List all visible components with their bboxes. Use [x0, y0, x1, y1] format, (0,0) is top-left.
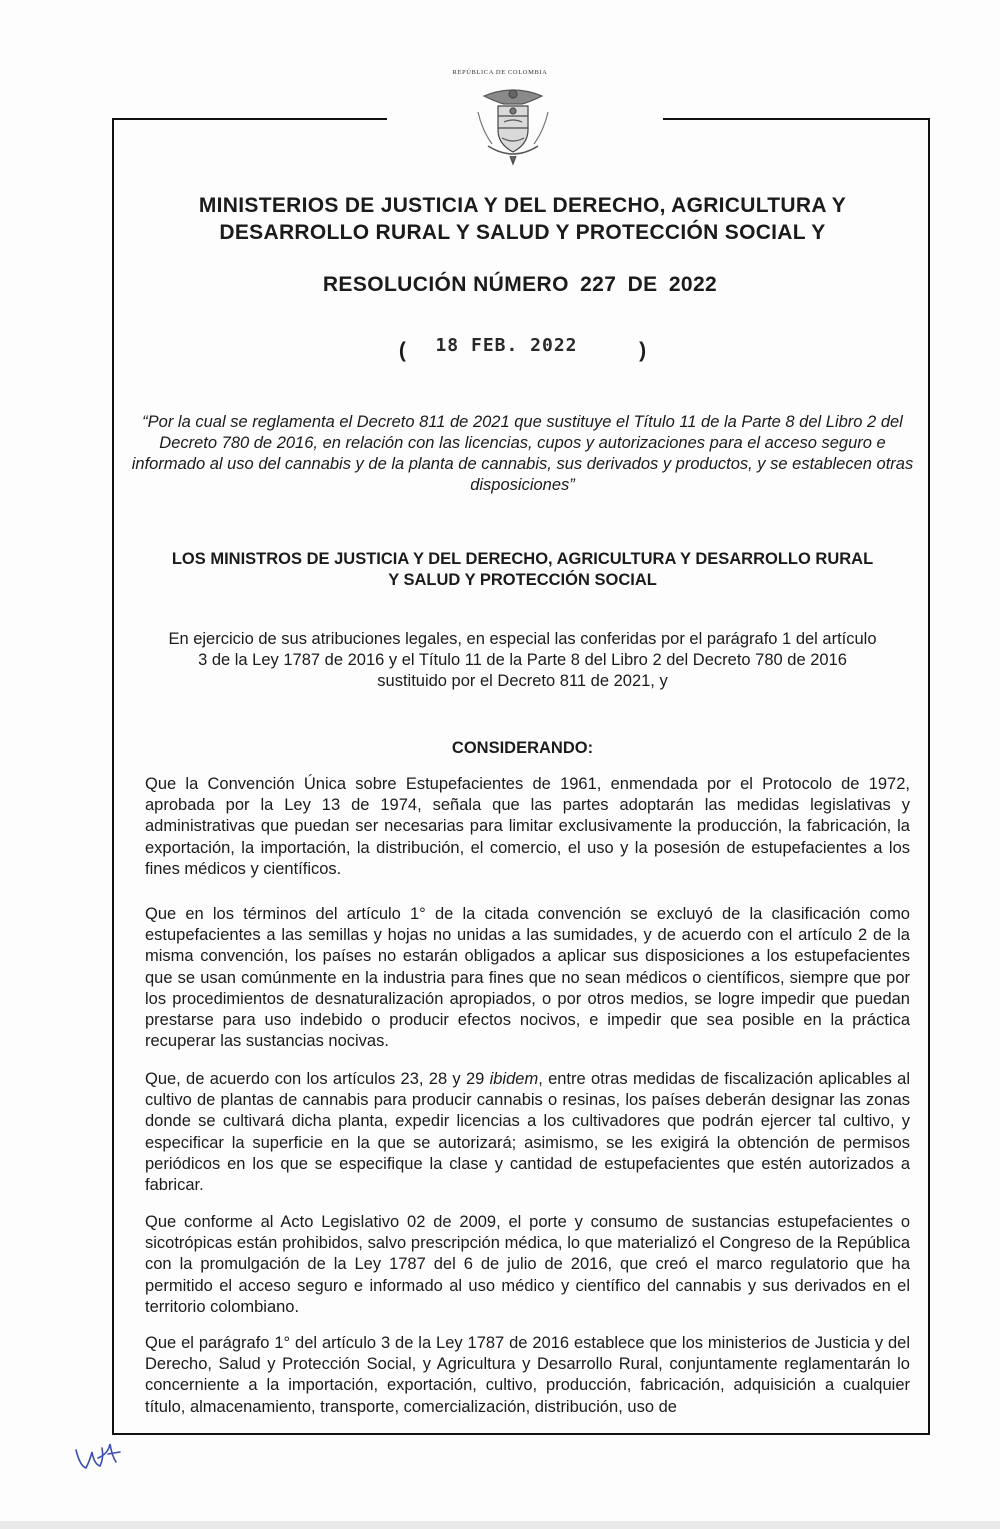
ministers-heading-line-1: LOS MINISTROS DE JUSTICIA Y DEL DERECHO, AGRICULTURA Y DESARROLLO RURAL	[171, 550, 874, 568]
considerando-heading: CONSIDERANDO:	[451, 739, 594, 757]
preamble-line-3: sustituido por el Decreto 811 de 2021, y	[377, 672, 668, 690]
considering-paragraph-3	[145, 1069, 910, 1196]
preamble	[130, 629, 915, 692]
frame-top-right-rule	[663, 118, 930, 120]
frame-bottom-rule	[112, 1433, 930, 1435]
coat-of-arms-icon	[470, 82, 556, 168]
date-stamp: 18 FEB. 2022	[435, 335, 578, 356]
considering-paragraph-5: Que el parágrafo 1° del artículo 3 de la Ley 1787 de 2016 establece que los ministerios de Justicia y del Derecho, Salud y Protección Social, y Agricultura y Desarrollo Rural, conjuntamente reglamentarán lo concerniente a la importación, exportación, cultivo, producción, fabricación, adquisición a cualquier título, almacenamiento, transporte, comercialización, distribución, uso de	[145, 1334, 910, 1416]
paragraph-3-text-end: , entre otras medidas de fiscalización aplicables al cultivo de plantas de cannabis para producir cannabis o resinas, los países deberán designar las zonas donde se cultivará dicha planta, expedir licencias a los cultivadores que podrán ejercer tal cultivo, y especificar la superficie en la que se autorizará; asimismo, se les exigirá la obtención de permisos periódicos en los que se especifique la clase y cantidad de estupefacientes que estén autorizados a fabricar.	[145, 1070, 910, 1195]
considering-paragraph-2: Que en los términos del artículo 1° de la citada convención se excluyó de la clasificación como estupefacientes a las semillas y hojas no unidas a las sumidades, y de acuerdo con el artículo 2 de la misma convención, los países no estarán obligados a aplicar sus disposiciones a los estupefacientes que se usan comúnmente en la industria para fines que no sean médicos o científicos, siempre que por los procedimientos de desnaturalización apropiados, o por otros medios, se logre impedir que puedan prestarse para uso indebido o producir efectos nocivos, e impedir que sea posible en la práctica recuperar las sustancias nocivas.	[145, 905, 910, 1051]
ministry-title-line-2: DESARROLLO RURAL Y SALUD Y PROTECCIÓN SOCIAL Y	[219, 221, 826, 244]
frame-right-rule	[928, 118, 930, 1435]
handwritten-initials-icon	[72, 1436, 124, 1476]
paragraph-3-text-start: Que, de acuerdo con los artículos 23, 28 y 29	[145, 1070, 490, 1088]
resolution-label: RESOLUCIÓN NÚMERO	[322, 273, 569, 296]
ministry-title	[130, 192, 915, 246]
date-open-paren: (	[398, 339, 406, 362]
considering-paragraph-1: Que la Convención Única sobre Estupefacientes de 1961, enmendada por el Protocolo de 1972, aprobada por la Ley 13 de 1974, señala que las partes adoptarán las medidas legislativas y administrativas que puedan ser necesarias para limitar exclusivamente la producción, la fabricación, la exportación, la importación, la distribución, el comercio, el uso y la posesión de estupefacientes a los fines médicos y científicos.	[145, 775, 910, 878]
ministers-heading	[130, 549, 915, 591]
country-label: REPÚBLICA DE COLOMBIA	[452, 69, 548, 76]
scan-bottom-edge	[0, 1521, 1000, 1529]
paragraph-3-ibidem: ibidem	[489, 1070, 539, 1088]
considering-paragraph-4: Que conforme al Acto Legislativo 02 de 2009, el porte y consumo de sustancias estupefacientes o sicotrópicas están prohibidos, salvo prescripción médica, lo que materializó el Congreso de la República con la promulgación de la Ley 1787 del 6 de julio de 2016, que creó el marco regulatorio que ha permitido el acceso seguro e informado al uso médico y científico del cannabis y sus derivados en el territorio colombiano.	[145, 1213, 910, 1316]
frame-top-left-rule	[112, 118, 387, 120]
preamble-line-2: 3 de la Ley 1787 de 2016 y el Título 11 de la Parte 8 del Libro 2 del Decreto 780 de 2016	[198, 651, 847, 669]
frame-left-rule	[112, 118, 114, 1435]
ministry-title-line-1: MINISTERIOS DE JUSTICIA Y DEL DERECHO, AGRICULTURA Y	[198, 194, 847, 217]
resolution-de: DE	[627, 273, 658, 296]
resolution-number: 227	[580, 273, 617, 296]
ministers-heading-line-2: Y SALUD Y PROTECCIÓN SOCIAL	[388, 571, 657, 589]
date-line	[130, 336, 915, 367]
preamble-line-1: En ejercicio de sus atribuciones legales, en especial las conferidas por el parágrafo 1 del artículo	[168, 630, 877, 648]
date-close-paren: )	[639, 339, 647, 362]
resolution-year: 2022	[668, 273, 718, 296]
resolution-subject: “Por la cual se reglamenta el Decreto 811 de 2021 que sustituye el Título 11 de la Parte 8 del Libro 2 del Decreto 780 de 2016, en relación con las licencias, cupos y autorizaciones para el acceso seguro e informado al uso del cannabis y de la planta de cannabis, sus derivados y productos, y se establecen otras disposiciones”	[131, 413, 914, 494]
resolution-number-line	[130, 272, 915, 298]
